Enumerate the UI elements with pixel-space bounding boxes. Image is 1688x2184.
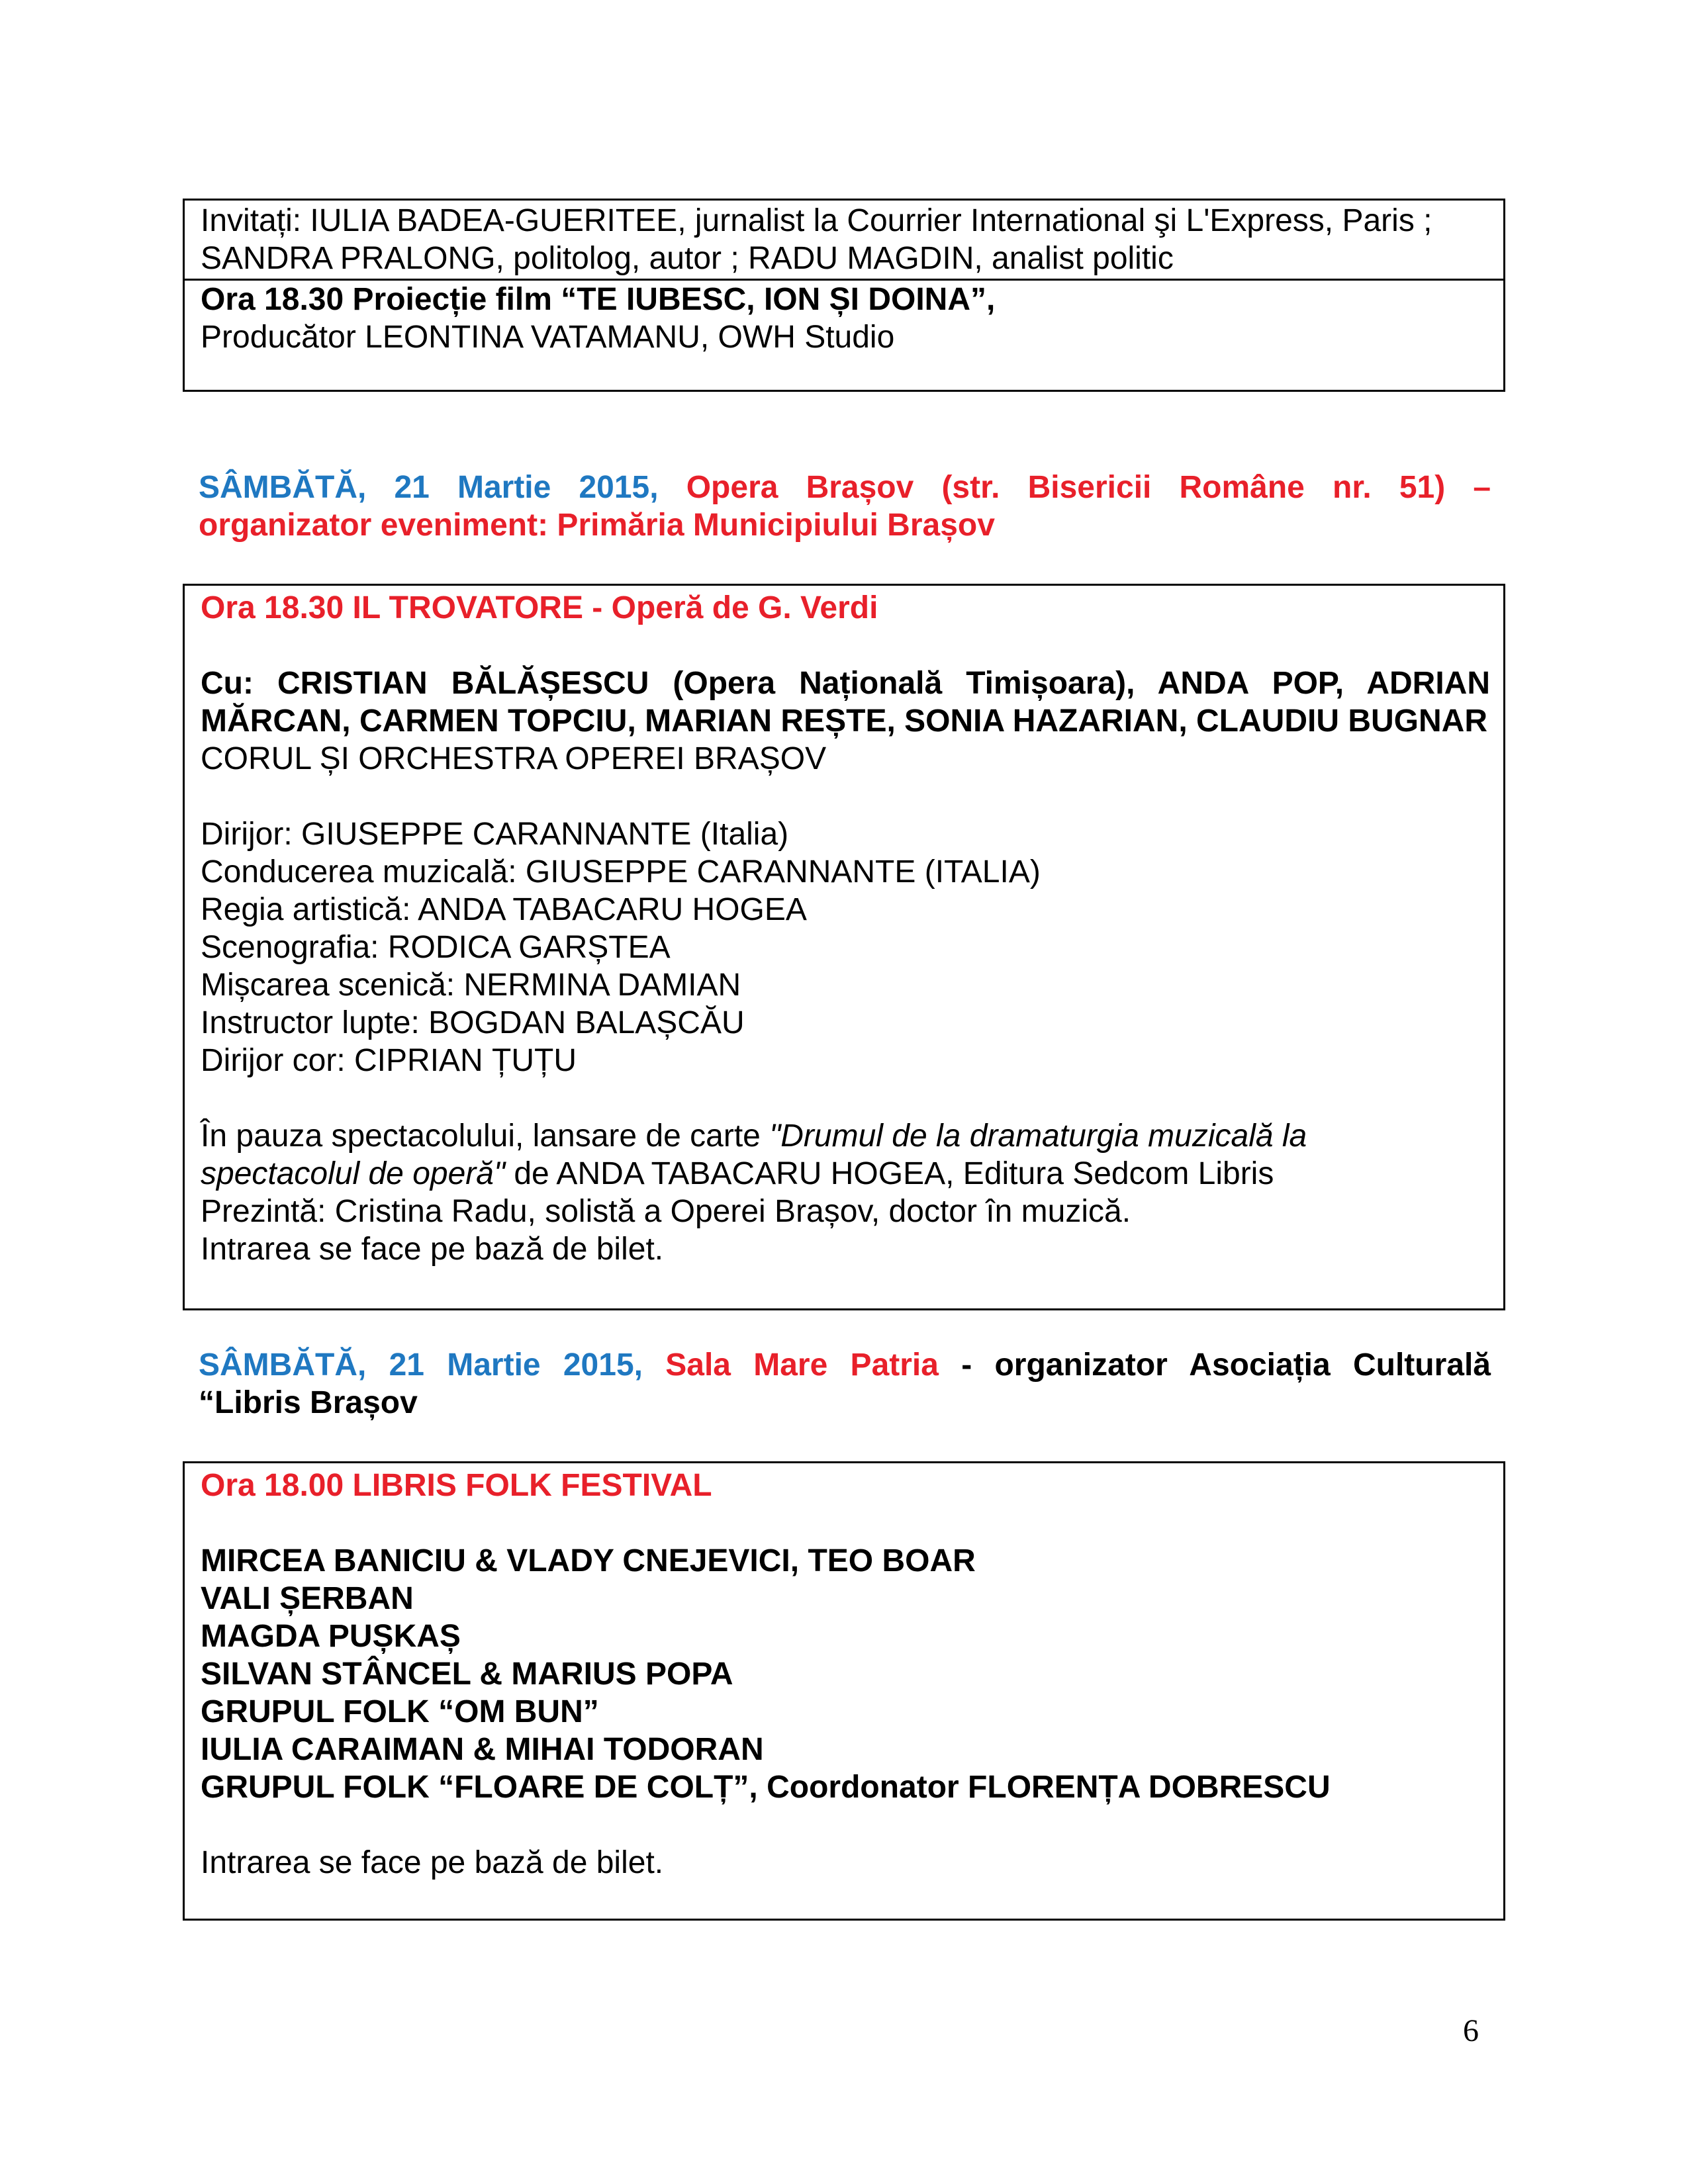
spacer [201, 1806, 1490, 1844]
book-title-part-2: spectacolul de operă" [201, 1156, 506, 1191]
credit-line: Instructor lupte: BOGDAN BALAȘCĂU [201, 1005, 745, 1040]
folk-cell [185, 1463, 1503, 1882]
performer-line: IULIA CARAIMAN & MIHAI TODORAN [201, 1732, 764, 1767]
book-launch-line-1 [201, 1117, 1490, 1155]
film-title: Ora 18.30 Proiecție film “TE IUBESC, ION ȘI DOINA”, [201, 282, 996, 317]
event-date: SÂMBĂTĂ, 21 Martie 2015, [199, 1347, 643, 1383]
credit-line: Regia artistică: ANDA TABACARU HOGEA [201, 892, 807, 927]
performer-line: MIRCEA BANICIU & VLADY CNEJEVICI, TEO BOAR [201, 1543, 976, 1578]
entry-note: Intrarea se face pe bază de bilet. [201, 1845, 664, 1880]
spacer [201, 1504, 1490, 1542]
guests-text: Invitați: IULIA BADEA-GUERITEE, jurnalist la Courrier International şi L'Express, Paris ; SANDRA PRALONG, politolog, autor ; RADU MAGDIN, analist politic [201, 203, 1432, 276]
trovatore-title: Ora 18.30 IL TROVATORE - Operă de G. Verdi [201, 590, 878, 625]
performer-line: MAGDA PUȘKAȘ [201, 1619, 461, 1654]
book-launch-suffix: de ANDA TABACARU HOGEA, Editura Sedcom Libris [505, 1156, 1274, 1191]
credit-line: Scenografia: RODICA GARȘTEA [201, 930, 671, 965]
performer-line: SILVAN STÂNCEL & MARIUS POPA [201, 1657, 733, 1692]
folk-festival-box [183, 1461, 1505, 1921]
trovatore-cell [185, 586, 1503, 1268]
book-launch-prefix: În pauza spectacolului, lansare de carte [201, 1118, 770, 1154]
event-organizer: organizator eveniment: Primăria Municipiului Brașov [199, 508, 995, 543]
film-producer: Producător LEONTINA VATAMANU, OWH Studio [201, 320, 895, 355]
book-launch-line-2 [201, 1155, 1490, 1193]
event-heading-opera [199, 469, 1491, 544]
credit-line: Dirijor: GIUSEPPE CARANNANTE (Italia) [201, 817, 789, 852]
credit-line: Mișcarea scenică: NERMINA DAMIAN [201, 968, 741, 1003]
book-title-part-1: "Drumul de la dramaturgia muzicală la [769, 1118, 1307, 1154]
festival-title: Ora 18.00 LIBRIS FOLK FESTIVAL [201, 1468, 712, 1503]
credit-line: Dirijor cor: CIPRIAN ȚUȚU [201, 1043, 577, 1078]
credit-line: Conducerea muzicală: GIUSEPPE CARANNANTE (ITALIA) [201, 854, 1041, 889]
performer-line: VALI ȘERBAN [201, 1581, 414, 1616]
event-venue: Sala Mare Patria [665, 1347, 939, 1383]
trovatore-box [183, 584, 1505, 1310]
performer-line: GRUPUL FOLK “FLOARE DE COLȚ”, Coordonator FLORENȚA DOBRESCU [201, 1770, 1331, 1805]
trovatore-cast: Cu: CRISTIAN BĂLĂȘESCU (Opera Națională Timișoara), ANDA POP, ADRIAN MĂRCAN, CARMEN TOPCIU, MARIAN REȘTE, SONIA HAZARIAN, CLAUDIU BUGNAR [201, 666, 1490, 739]
event-organizer-cont: “Libris Brașov [199, 1385, 418, 1420]
spacer [201, 627, 1490, 664]
film-cell [185, 279, 1503, 356]
heading-line-1 [199, 469, 1491, 506]
guests-cell [185, 201, 1503, 279]
heading-line-1 [199, 1346, 1491, 1384]
performer-line: GRUPUL FOLK “OM BUN” [201, 1694, 599, 1729]
entry-note: Intrarea se face pe bază de bilet. [201, 1232, 664, 1267]
presenter-text: Prezintă: Cristina Radu, solistă a Operei Brașov, doctor în muzică. [201, 1194, 1131, 1229]
event-date: SÂMBĂTĂ, 21 Martie 2015, [199, 470, 659, 505]
guests-film-box [183, 199, 1505, 392]
event-venue: Opera Brașov (str. Bisericii Române nr. 51) – [686, 470, 1491, 505]
spacer [201, 1079, 1490, 1117]
trovatore-chorus: CORUL ȘI ORCHESTRA OPEREI BRAȘOV [201, 741, 827, 776]
event-heading-patria [199, 1346, 1491, 1422]
spacer [201, 778, 1490, 815]
page-number: 6 [1463, 2013, 1479, 2048]
event-organizer: - organizator Asociația Culturală [961, 1347, 1491, 1383]
